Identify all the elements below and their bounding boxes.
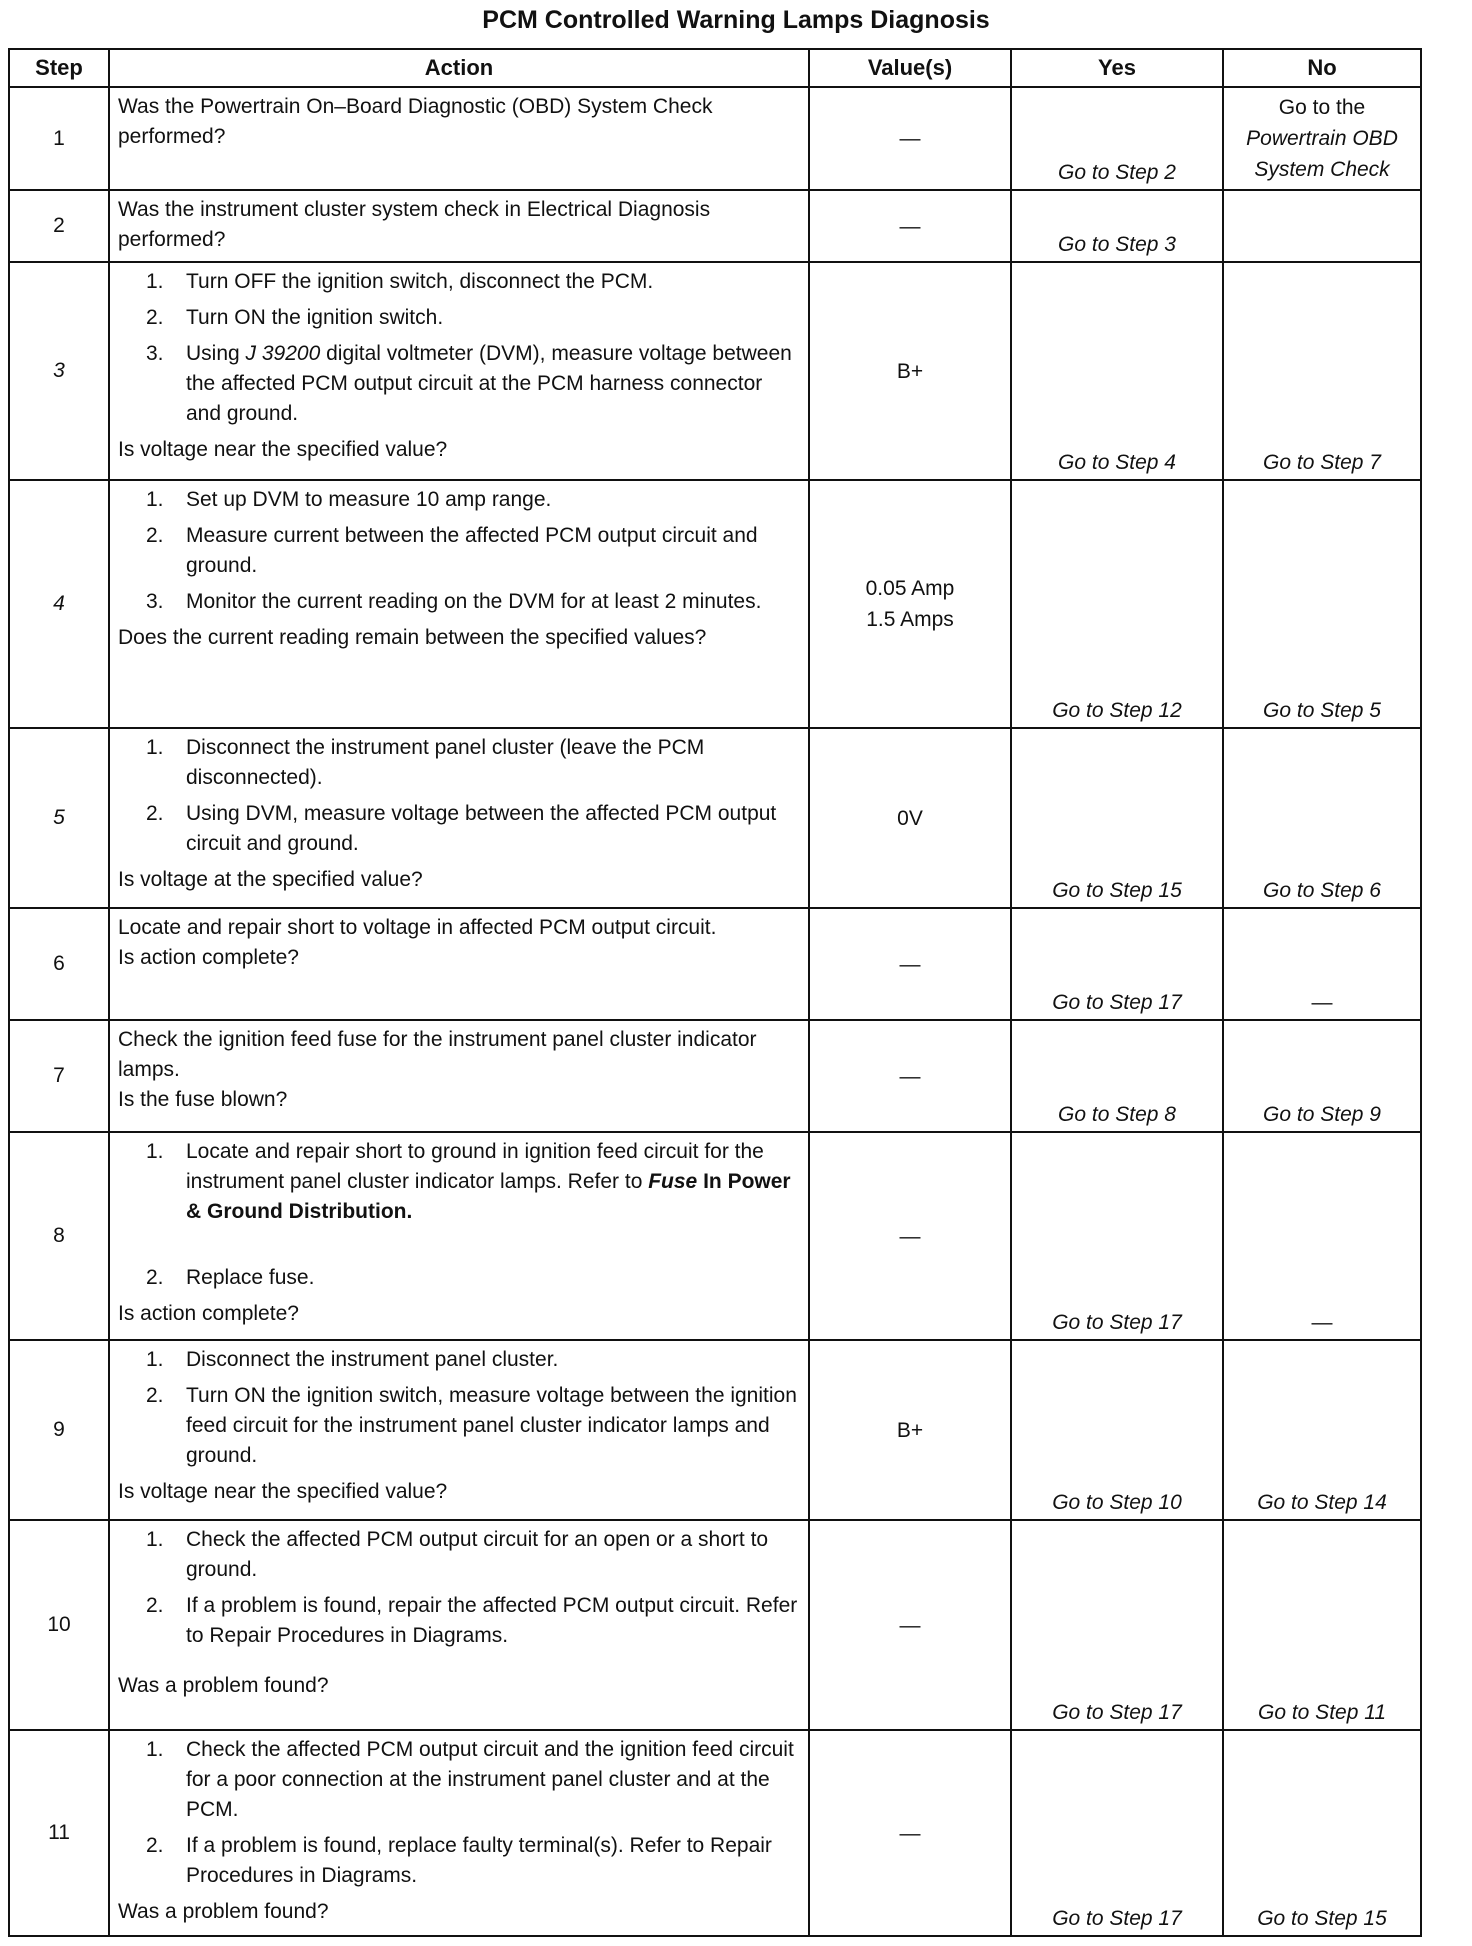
no-cell: Go to Step 7 — [1223, 262, 1421, 480]
list-item: 1. Disconnect the instrument panel cluster. — [146, 1348, 559, 1371]
step-number: 2 — [9, 190, 109, 262]
yes-cell: Go to Step 2 — [1011, 87, 1223, 190]
yes-cell: Go to Step 17 — [1011, 908, 1223, 1020]
value-line: 1.5 Amps — [866, 608, 954, 631]
value-cell: — — [809, 908, 1011, 1020]
yes-cell: Go to Step 4 — [1011, 262, 1223, 480]
step-number: 7 — [9, 1020, 109, 1132]
yes-cell: Go to Step 17 — [1011, 1132, 1223, 1340]
table-row — [9, 190, 1421, 262]
action-text: Was the Powertrain On–Board Diagnostic (OBD) System Check performed? — [118, 95, 713, 148]
list-item: 2. If a problem is found, replace faulty terminal(s). Refer to Repair Procedures in Diagrams. — [146, 1834, 772, 1887]
action-list — [118, 1137, 800, 1293]
header-no: No — [1223, 49, 1421, 87]
action-cell — [109, 1020, 809, 1132]
action-text: Was the instrument cluster system check in Electrical Diagnosis performed? — [118, 198, 711, 251]
page-title: PCM Controlled Warning Lamps Diagnosis — [482, 6, 990, 34]
header-action: Action — [109, 49, 809, 87]
table-row — [9, 480, 1421, 728]
action-list — [118, 1345, 800, 1471]
list-item: 2. Turn ON the ignition switch, measure voltage between the ignition feed circuit for the instrument panel cluster indicator lamps and ground. — [146, 1384, 797, 1467]
list-item: 1. Locate and repair short to ground in ignition feed circuit for the instrument panel cluster indicator lamps. Refer to Fuse In Power & Ground Distribution. — [146, 1140, 791, 1223]
action-question: Is action complete? — [118, 1302, 299, 1325]
header-step: Step — [9, 49, 109, 87]
action-cell — [109, 262, 809, 480]
no-cell: Go to Step 11 — [1223, 1520, 1421, 1730]
yes-cell: Go to Step 10 — [1011, 1340, 1223, 1520]
value-cell: — — [809, 1132, 1011, 1340]
value-cell: 0V — [809, 728, 1011, 908]
no-cell — [1223, 190, 1421, 262]
value-line: 0.05 Amp — [865, 577, 955, 600]
list-item: 1. Check the affected PCM output circuit and the ignition feed circuit for a poor connection at the instrument panel cluster and at the PCM. — [146, 1738, 794, 1821]
value-cell: — — [809, 87, 1011, 190]
yes-cell: Go to Step 8 — [1011, 1020, 1223, 1132]
no-line-italic: System Check — [1254, 158, 1390, 181]
table-row — [9, 87, 1421, 190]
yes-cell: Go to Step 3 — [1011, 190, 1223, 262]
list-item: 1. Turn OFF the ignition switch, disconnect the PCM. — [146, 270, 654, 293]
value-cell: — — [809, 1020, 1011, 1132]
action-cell — [109, 480, 809, 728]
step-number: 9 — [9, 1340, 109, 1520]
action-text: Check the ignition feed fuse for the instrument panel cluster indicator lamps. — [118, 1028, 757, 1081]
list-item: 1. Disconnect the instrument panel cluster (leave the PCM disconnected). — [146, 736, 705, 789]
value-cell: — — [809, 1520, 1011, 1730]
action-cell — [109, 1730, 809, 1936]
step-number: 3 — [9, 262, 109, 480]
list-item: 2. If a problem is found, repair the affected PCM output circuit. Refer to Repair Procedures in Diagrams. — [146, 1594, 798, 1647]
action-list — [118, 733, 800, 859]
action-question: Is action complete? — [118, 946, 299, 969]
table-row — [9, 1730, 1421, 1936]
action-question: Is voltage near the specified value? — [118, 1480, 448, 1503]
header-values: Value(s) — [809, 49, 1011, 87]
no-line-italic: Powertrain OBD — [1246, 127, 1398, 150]
value-cell — [809, 480, 1011, 728]
yes-cell: Go to Step 15 — [1011, 728, 1223, 908]
action-question: Is voltage near the specified value? — [118, 438, 448, 461]
list-item: 1. Set up DVM to measure 10 amp range. — [146, 488, 552, 511]
list-item: 2. Measure current between the affected PCM output circuit and ground. — [146, 524, 758, 577]
value-cell: — — [809, 1730, 1011, 1936]
list-item: 3. Using J 39200 digital voltmeter (DVM), measure voltage between the affected PCM output circuit at the PCM harness connector and ground. — [146, 342, 792, 425]
action-question: Was a problem found? — [118, 1900, 329, 1923]
step-number: 11 — [9, 1730, 109, 1936]
action-list — [118, 485, 800, 617]
no-cell: Go to Step 5 — [1223, 480, 1421, 728]
action-cell — [109, 1520, 809, 1730]
action-question: Was a problem found? — [118, 1674, 329, 1697]
list-item: 2. Using DVM, measure voltage between the affected PCM output circuit and ground. — [146, 802, 777, 855]
header-yes: Yes — [1011, 49, 1223, 87]
list-item: 3. Monitor the current reading on the DVM for at least 2 minutes. — [146, 590, 762, 613]
action-question: Is the fuse blown? — [118, 1088, 288, 1111]
action-cell — [109, 87, 809, 190]
table-row — [9, 1020, 1421, 1132]
yes-cell: Go to Step 17 — [1011, 1730, 1223, 1936]
step-number: 6 — [9, 908, 109, 1020]
action-cell — [109, 908, 809, 1020]
table-row — [9, 1132, 1421, 1340]
action-list — [118, 1525, 800, 1651]
action-cell — [109, 1340, 809, 1520]
yes-cell: Go to Step 12 — [1011, 480, 1223, 728]
table-row — [9, 1520, 1421, 1730]
no-cell: Go to Step 15 — [1223, 1730, 1421, 1936]
action-cell — [109, 728, 809, 908]
no-cell: Go to Step 14 — [1223, 1340, 1421, 1520]
list-item: 2. Turn ON the ignition switch. — [146, 306, 444, 329]
table-row — [9, 908, 1421, 1020]
table-row — [9, 262, 1421, 480]
list-item: 1. Check the affected PCM output circuit for an open or a short to ground. — [146, 1528, 769, 1581]
action-question: Is voltage at the specified value? — [118, 868, 423, 891]
step-number: 1 — [9, 87, 109, 190]
list-item: 2. Replace fuse. — [146, 1266, 315, 1289]
table-row — [9, 1340, 1421, 1520]
value-cell: — — [809, 190, 1011, 262]
step-number: 10 — [9, 1520, 109, 1730]
action-text: Locate and repair short to voltage in affected PCM output circuit. — [118, 916, 717, 939]
fuse-reference: Fuse — [648, 1170, 698, 1193]
no-cell: — — [1223, 908, 1421, 1020]
action-question: Does the current reading remain between the specified values? — [118, 626, 707, 649]
no-cell — [1223, 87, 1421, 190]
no-line: Go to the — [1278, 96, 1366, 119]
no-cell: — — [1223, 1132, 1421, 1340]
step-number: 5 — [9, 728, 109, 908]
table-row — [9, 728, 1421, 908]
no-cell: Go to Step 6 — [1223, 728, 1421, 908]
step-number: 4 — [9, 480, 109, 728]
table-header-row — [9, 49, 1421, 87]
value-cell: B+ — [809, 262, 1011, 480]
step-number: 8 — [9, 1132, 109, 1340]
action-cell — [109, 190, 809, 262]
yes-cell: Go to Step 17 — [1011, 1520, 1223, 1730]
tool-reference: J 39200 — [245, 342, 321, 365]
diagnosis-table — [8, 48, 1422, 1937]
action-list — [118, 1735, 800, 1891]
action-list — [118, 267, 800, 429]
no-cell: Go to Step 9 — [1223, 1020, 1421, 1132]
action-cell — [109, 1132, 809, 1340]
value-cell: B+ — [809, 1340, 1011, 1520]
